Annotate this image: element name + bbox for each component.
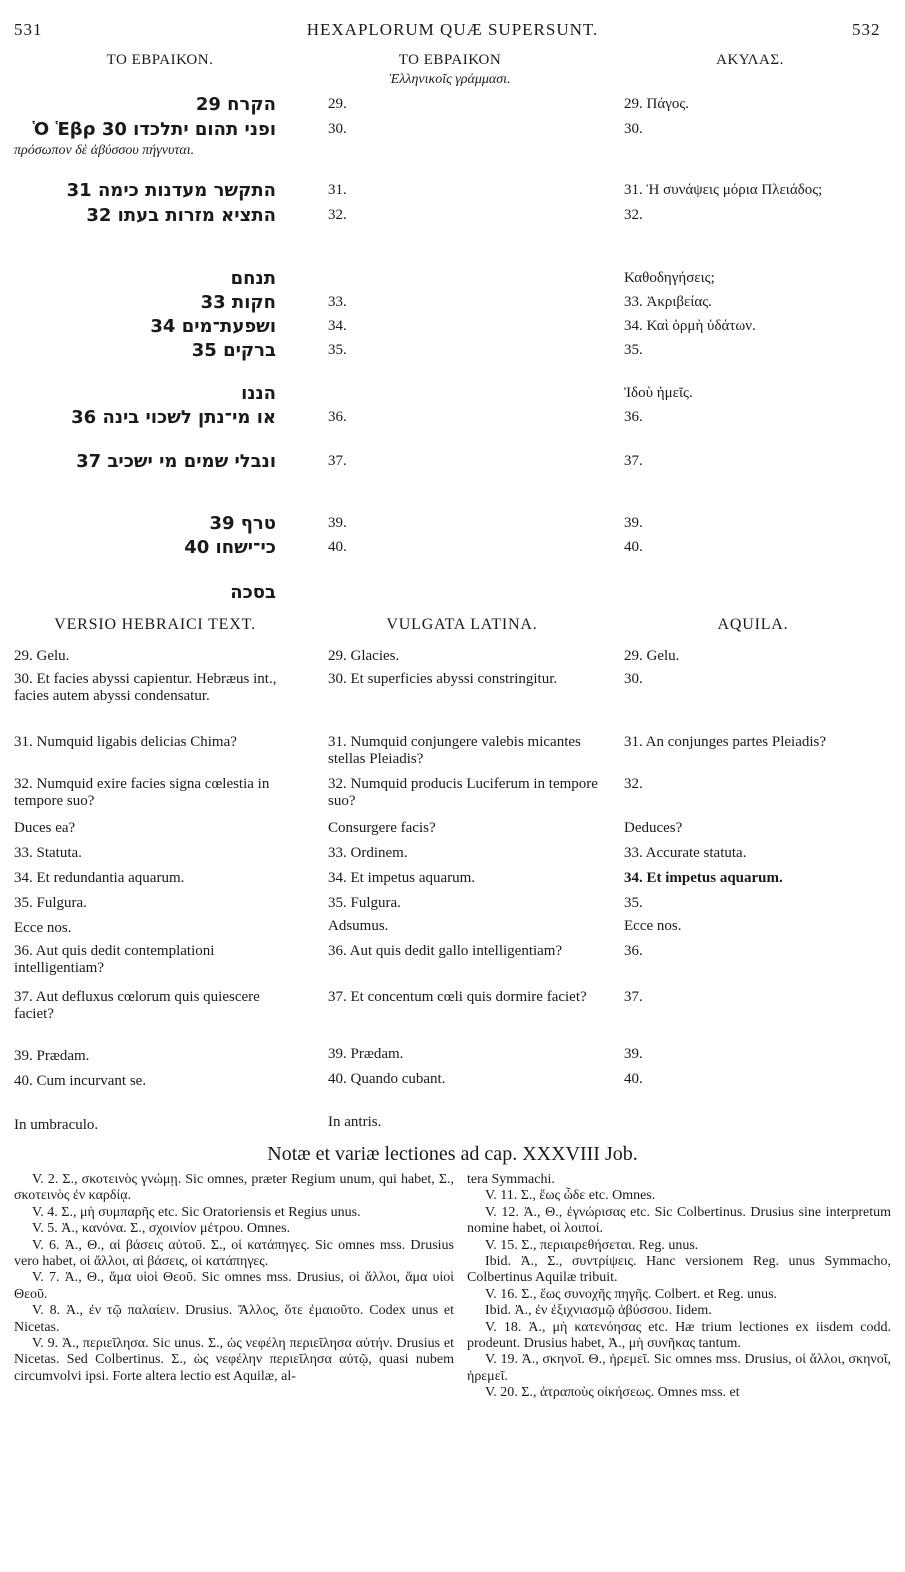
hebrew-line: חקות 33	[200, 292, 276, 313]
vulgata-cell: Consurgere facis?	[328, 820, 436, 836]
versio-hebraici-cell: 39. Prædam.	[14, 1048, 90, 1064]
col-head-aquila-latin: AQUILA.	[717, 616, 789, 633]
vulgata-cell: 34. Et impetus aquarum.	[328, 870, 476, 886]
note-paragraph: V. 6. Ἀ., Θ., αἱ βάσεις αὐτοῦ. Σ., οἱ κατάπηγες. Sic omnes mss. Drusius vero habet, οἱ ἄλλοι, αἱ βάσεις, οἱ κατάπηγες.	[14, 1237, 454, 1270]
note-paragraph: V. 7. Ἀ., Θ., ἅμα υἱοὶ Θεοῦ. Sic omnes mss. Drusius, οἱ ἄλλοι, ἅμα υἱοὶ Θεοῦ.	[14, 1270, 454, 1302]
note-paragraph: V. 2. Σ., σκοτεινὸς γνώμῃ. Sic omnes, præter Regium unum, qui habet, Σ., σκοτεινὸς ἐν καρδίᾳ.	[14, 1172, 454, 1204]
versio-hebraici-cell: 29. Gelu.	[14, 648, 70, 664]
page-number-left: 531	[14, 20, 43, 39]
running-title: HEXAPLORUM QUÆ SUPERSUNT.	[306, 20, 599, 39]
aquila-greek-line: 36.	[624, 409, 643, 425]
aquila-latin-cell: 32.	[624, 776, 643, 792]
aquila-latin-cell: 31. An conjunges partes Pleiadis?	[624, 734, 827, 750]
aquila-latin-cell: 30.	[624, 671, 643, 687]
note-paragraph: V. 12. Ἀ., Θ., ἐγνώρισας etc. Sic Colbertinus. Drusius sine interpretum nomine habet, οἱ λοιποί.	[467, 1204, 891, 1237]
vulgata-cell: 29. Glacies.	[328, 648, 400, 664]
verse-number: 31.	[328, 182, 347, 198]
vulgata-cell: 40. Quando cubant.	[328, 1071, 446, 1087]
verse-number: 32.	[328, 207, 347, 223]
verse-number: 30.	[328, 121, 347, 137]
hebrew-line: בסכה	[230, 582, 276, 603]
aquila-latin-cell: 36.	[624, 943, 643, 959]
note-paragraph: V. 11. Σ., ἕως ὧδε etc. Omnes.	[485, 1188, 656, 1204]
aquila-greek-line: Ἰδοὺ ἡμεῖς.	[624, 385, 693, 401]
col-subhead-greek-letters: Ἑλληνικοῖς γράμμασι.	[389, 72, 511, 87]
aquila-greek-line: 33. Ἀκριβείας.	[624, 294, 712, 310]
aquila-latin-cell: 37.	[624, 989, 643, 1005]
note-paragraph: V. 18. Ἀ., μὴ κατενόησας etc. Hæ trium lectiones ex iisdem codd. prodeunt. Drusius habet, Ἀ., μὴ συνῆκας tantum.	[467, 1319, 891, 1352]
note-paragraph: Ibid. Ἀ., ἐν ἐξιχνιασμῷ ἀβύσσου. Iidem.	[485, 1303, 712, 1319]
verse-number: 35.	[328, 342, 347, 358]
note-paragraph: V. 9. Ἀ., περιεῖλησα. Sic unus. Σ., ὡς νεφέλη περιεῖλησα αὐτήν. Drusius et Nicetas. Sed Colbertinus. Σ., ὡς νεφέλην περιεῖλησα αὐτῷ, quasi nubem circumvolvi ipsi. Forte altera lectio est Aquilæ, al-	[14, 1336, 454, 1384]
verse-number: 33.	[328, 294, 347, 310]
aquila-latin-cell: 35.	[624, 895, 643, 911]
col-head-versio-hebraici: VERSIO HEBRAICI TEXT.	[54, 616, 256, 633]
vulgata-cell: 32. Numquid producis Luciferum in tempore suo?	[328, 776, 598, 809]
hebrew-line: הננו	[241, 383, 276, 404]
versio-hebraici-cell: 40. Cum incurvant se.	[14, 1073, 147, 1089]
note-paragraph: Ibid. Ἀ., Σ., συντρίψεις. Hanc versionem Reg. unus Symmacho, Colbertinus Aquilæ tribuit.	[467, 1254, 891, 1286]
versio-hebraici-cell: 32. Numquid exire facies signa cœlestia in tempore suo?	[14, 776, 270, 809]
vulgata-cell: 37. Et concentum cœli quis dormire faciet?	[328, 989, 587, 1005]
aquila-greek-line: 31. Ἡ συνάψεις μόρια Πλειάδος;	[624, 182, 823, 198]
hebrew-line: התציא מזרות בעתו 32	[86, 205, 276, 226]
vulgata-cell: 36. Aut quis dedit gallo intelligentiam?	[328, 943, 563, 959]
aquila-greek-line: 40.	[624, 539, 643, 555]
hebrew-line: תנחם	[230, 268, 276, 289]
aquila-latin-cell: Ecce nos.	[624, 918, 682, 934]
note-paragraph: V. 8. Ἀ., ἐν τῷ παλαίειν. Drusius. Ἄλλος, ὅτε ἐμαιοῦτο. Codex unus et Nicetas.	[14, 1303, 454, 1335]
aquila-greek-line: 35.	[624, 342, 643, 358]
hebrew-interpretation-line: πρόσωπον δὲ ἀβύσσου πήγνυται.	[14, 143, 195, 158]
aquila-greek-line: 29. Πάγος.	[624, 96, 690, 112]
aquila-greek-line: Καθοδηγήσεις;	[624, 270, 715, 286]
verse-number: 29.	[328, 96, 347, 112]
versio-hebraici-cell: 31. Numquid ligabis delicias Chima?	[14, 734, 237, 750]
versio-hebraici-cell: 35. Fulgura.	[14, 895, 87, 911]
vulgata-cell: 35. Fulgura.	[328, 895, 401, 911]
aquila-latin-cell: 40.	[624, 1071, 643, 1087]
verse-number: 34.	[328, 318, 347, 334]
aquila-greek-line: 37.	[624, 453, 643, 469]
col-head-hebraicon: ΤΟ ΕΒΡΑΙΚΟΝ.	[106, 52, 214, 68]
note-paragraph: tera Symmachi.	[467, 1172, 555, 1187]
vulgata-cell: 30. Et superficies abyssi constringitur.	[328, 671, 558, 687]
notes-title: Notæ et variæ lectiones ad cap. XXXVIII Job.	[267, 1143, 638, 1165]
col-head-aquila-greek: ΑΚΥΛΑΣ.	[716, 52, 784, 68]
col-head-vulgata: VULGATA LATINA.	[386, 616, 538, 633]
versio-hebraici-cell: 30. Et facies abyssi capientur. Hebræus int., facies autem abyssi condensatur.	[14, 671, 277, 704]
page-number-right: 532	[852, 20, 881, 39]
versio-hebraici-cell: 34. Et redundantia aquarum.	[14, 870, 185, 886]
aquila-greek-line: 32.	[624, 207, 643, 223]
hebrew-line: ופני תהום יתלכדו 30 Ὁ Ἑβρ	[32, 119, 276, 140]
note-paragraph: V. 19. Ἀ., σκηνοῖ. Θ., ἠρεμεῖ. Sic omnes mss. Drusius, οἱ ἄλλοι, σκηνοῖ, ἠρεμεῖ.	[467, 1352, 891, 1384]
notes-left-column	[14, 1172, 454, 1385]
hebrew-line: ושפעת־מים 34	[150, 316, 276, 337]
aquila-greek-line: 34. Καὶ ὁρμὴ ὑδάτων.	[624, 318, 756, 334]
aquila-greek-line: 39.	[624, 515, 643, 531]
aquila-latin-cell: 33. Accurate statuta.	[624, 845, 747, 861]
notes-right-column	[467, 1172, 891, 1402]
aquila-latin-cell: 39.	[624, 1046, 643, 1062]
aquila-greek-line: 30.	[624, 121, 643, 137]
hebrew-line: ונבלי שמים מי ישכיב 37	[76, 451, 276, 472]
note-paragraph: V. 4. Σ., μὴ συμπαρῆς etc. Sic Oratoriensis et Regius unus.	[32, 1204, 361, 1220]
note-paragraph: V. 20. Σ., ἀτραποὺς οἰκήσεως. Omnes mss. et	[485, 1385, 740, 1401]
versio-hebraici-cell: In umbraculo.	[14, 1117, 99, 1133]
hebrew-line: טרף 39	[209, 513, 276, 534]
hebrew-line: התקשר מעדנות כימה 31	[66, 180, 276, 201]
versio-hebraici-cell: Duces ea?	[14, 820, 76, 836]
vulgata-cell: 33. Ordinem.	[328, 845, 408, 861]
vulgata-cell: Adsumus.	[328, 918, 389, 934]
versio-hebraici-cell: 36. Aut quis dedit contemplationi intelligentiam?	[14, 943, 215, 976]
versio-hebraici-cell: 37. Aut defluxus cœlorum quis quiescere faciet?	[14, 989, 260, 1022]
aquila-latin-cell: Deduces?	[624, 820, 683, 836]
hebrew-line: או מי־נתן לשכוי בינה 36	[71, 407, 276, 428]
note-paragraph: V. 15. Σ., περιαιρεθήσεται. Reg. unus.	[485, 1237, 699, 1253]
aquila-latin-cell: 29. Gelu.	[624, 648, 680, 664]
verse-number: 36.	[328, 409, 347, 425]
verse-number: 39.	[328, 515, 347, 531]
note-paragraph: V. 16. Σ., ἕως συνοχῆς πηγῆς. Colbert. et Reg. unus.	[485, 1286, 778, 1302]
hebrew-line: הקרח 29	[195, 94, 276, 115]
hebrew-line: ברקים 35	[191, 340, 276, 361]
versio-hebraici-cell: Ecce nos.	[14, 920, 72, 936]
vulgata-cell: 39. Prædam.	[328, 1046, 404, 1062]
hebrew-line: כי־ישחו 40	[184, 537, 276, 558]
vulgata-cell: 31. Numquid conjungere valebis micantes stellas Pleiadis?	[328, 734, 581, 767]
versio-hebraici-cell: 33. Statuta.	[14, 845, 82, 861]
verse-number: 40.	[328, 539, 347, 555]
note-paragraph: V. 5. Ἀ., κανόνα. Σ., σχοινίον μέτρου. Omnes.	[32, 1221, 291, 1237]
col-head-hebraicon-greek: ΤΟ ΕΒΡΑΙΚΟΝ	[398, 52, 502, 68]
vulgata-cell: In antris.	[328, 1114, 382, 1130]
aquila-latin-cell: 34. Et impetus aquarum.	[624, 870, 783, 886]
verse-number: 37.	[328, 453, 347, 469]
